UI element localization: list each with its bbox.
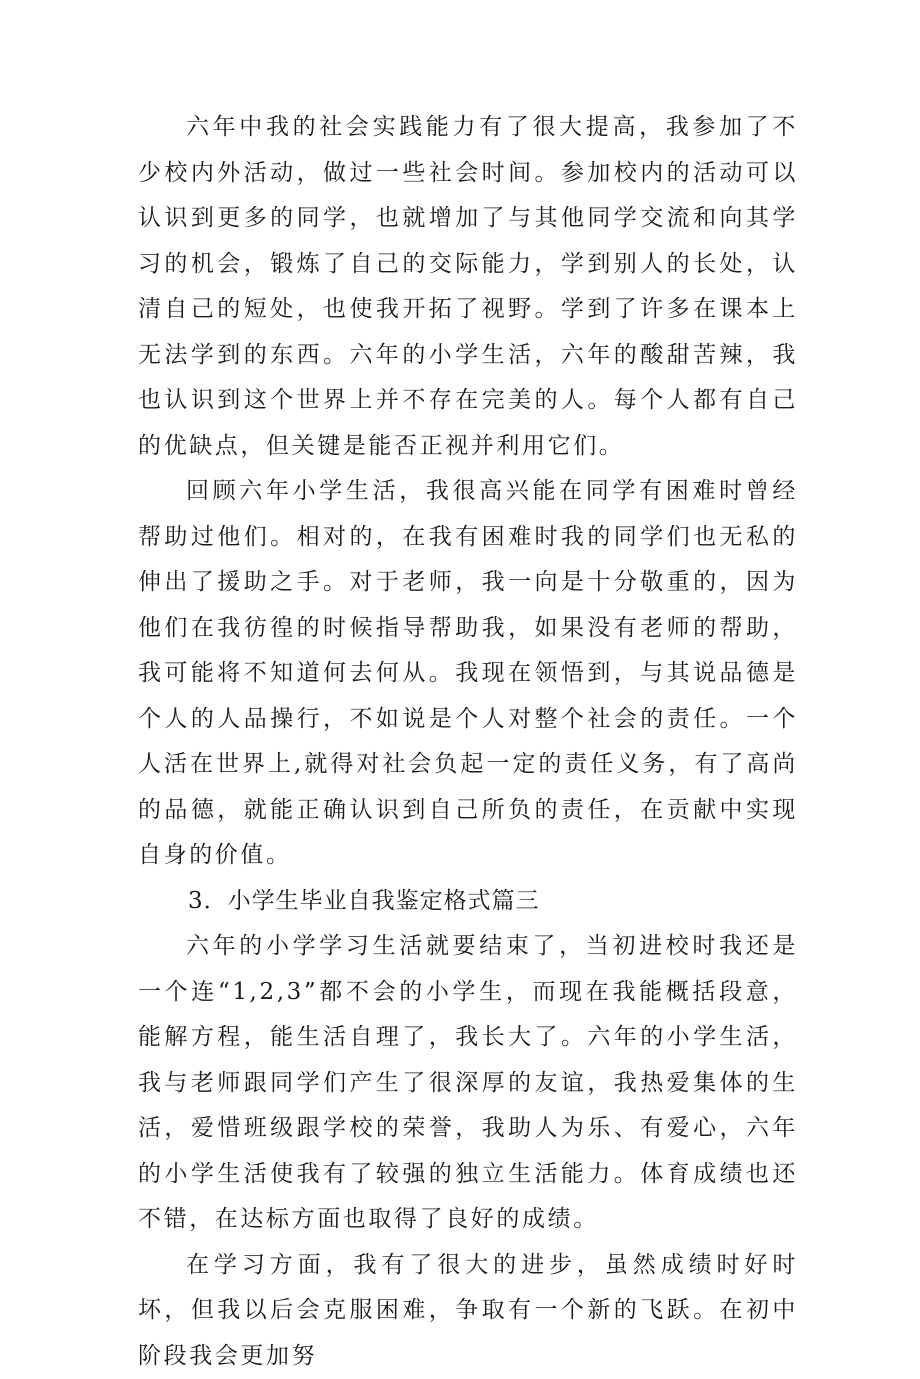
paragraph-school-life: 六年的小学学习生活就要结束了，当初进校时我还是一个连“1,2,3”都不会的小学生，而现在我能概括段意，能解方程，能生活自理了，我长大了。六年的小学生活，我与老师跟同学们产生了很深厚的友谊，我热爱集体的生活，爱惜班级跟学校的荣誉，我助人为乐、有爱心，六年的小学生活使我有了较强的独立生活能力。体育成绩也还不错，在达标方面也取得了良好的成绩。 xyxy=(138,924,798,1243)
document-body xyxy=(138,105,798,1379)
section-heading: 3．小学生毕业自我鉴定格式篇三 xyxy=(138,879,798,925)
paragraph-study: 在学习方面，我有了很大的进步，虽然成绩时好时坏，但我以后会克服困难，争取有一个新的飞跃。在初中阶段我会更加努 xyxy=(138,1243,798,1379)
paragraph-review: 回顾六年小学生活，我很高兴能在同学有困难时曾经帮助过他们。相对的，在我有困难时我的同学们也无私的伸出了援助之手。对于老师，我一向是十分敬重的，因为他们在我彷徨的时候指导帮助我，如果没有老师的帮助，我可能将不知道何去何从。我现在领悟到，与其说品德是个人的人品操行，不如说是个人对整个社会的责任。一个人活在世界上,就得对社会负起一定的责任义务，有了高尚的品德，就能正确认识到自己所负的责任，在贡献中实现自身的价值。 xyxy=(138,469,798,879)
paragraph-social-practice: 六年中我的社会实践能力有了很大提高，我参加了不少校内外活动，做过一些社会时间。参加校内的活动可以认识到更多的同学，也就增加了与其他同学交流和向其学习的机会，锻炼了自己的交际能力，学到别人的长处，认清自己的短处，也使我开拓了视野。学到了许多在课本上无法学到的东西。六年的小学生活，六年的酸甜苦辣，我也认识到这个世界上并不存在完美的人。每个人都有自己的优缺点，但关键是能否正视并利用它们。 xyxy=(138,105,798,469)
